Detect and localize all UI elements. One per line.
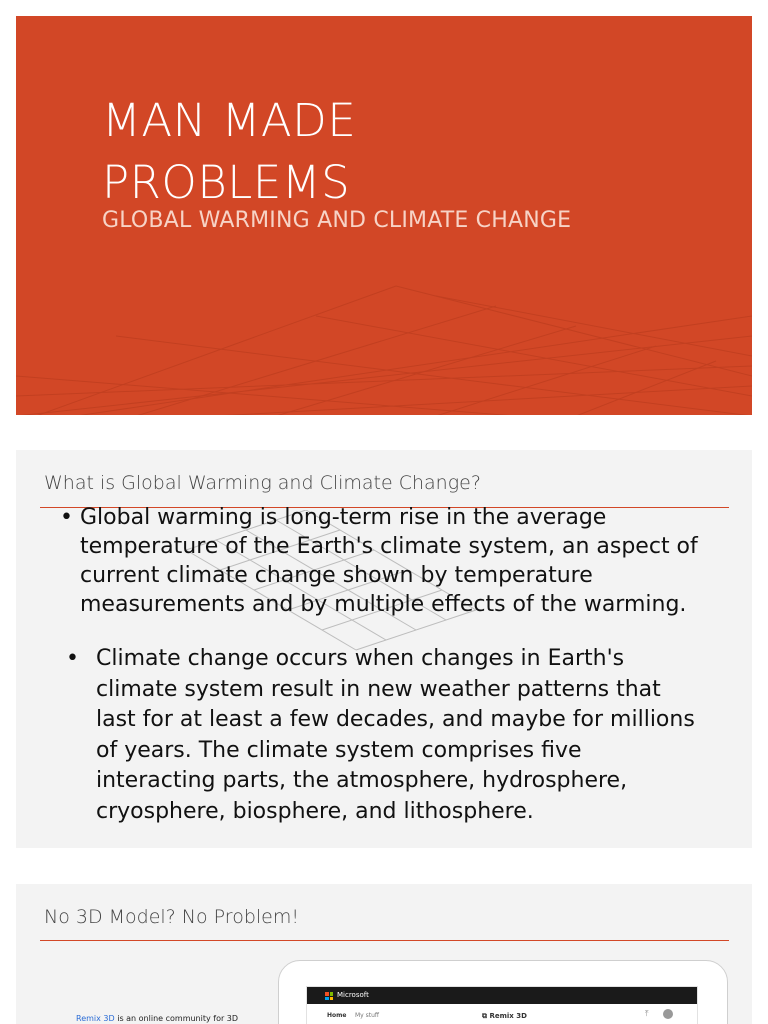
bullet-item	[60, 503, 720, 619]
upload-icon[interactable]: ⤒	[645, 1009, 649, 1018]
body-text	[76, 1014, 238, 1023]
bullet-item	[66, 644, 706, 827]
bullet-marker: •	[66, 646, 79, 671]
nav-my-stuff[interactable]: My stuff	[355, 1012, 380, 1019]
remix-logo-icon: ⧉	[482, 1012, 490, 1020]
site-title	[482, 1012, 527, 1021]
microsoft-bar	[307, 987, 697, 1004]
bullet-text: Climate change occurs when changes in Earth's climate system result in new weather patterns that last for at least a few decades, and maybe for millions of years. The climate system comprises five interacting parts, the atmosphere, hydrosphere, cryosphere, biosphere, and lithosphere.	[96, 646, 695, 824]
decorative-grid	[16, 276, 752, 415]
slide-heading: No 3D Model? No Problem!	[44, 906, 299, 928]
nav-home[interactable]: Home	[327, 1012, 347, 1019]
title-line-2: PROBLEMS	[102, 156, 351, 209]
tablet-frame	[278, 960, 728, 1024]
microsoft-logo-icon	[325, 992, 333, 1000]
title-line-1: MAN MADE	[102, 94, 357, 147]
content-slide	[16, 450, 752, 848]
slide-title	[102, 90, 356, 214]
slide-subtitle: GLOBAL WARMING AND CLIMATE CHANGE	[102, 208, 572, 233]
avatar-icon[interactable]	[663, 1009, 673, 1019]
body-text-rest: is an online community for 3D	[114, 1014, 239, 1023]
heading-divider	[40, 940, 729, 941]
content-slide	[16, 884, 752, 1024]
remix-link[interactable]: Remix 3D	[76, 1014, 115, 1023]
slide-heading: What is Global Warming and Climate Change?	[44, 472, 481, 494]
bullet-text: Global warming is long-term rise in the average temperature of the Earth's climate system, an aspect of current climate change shown by temperature measurements and by multiple effects of the warming.	[80, 505, 698, 617]
site-title-text: Remix 3D	[489, 1012, 527, 1020]
website-screenshot	[306, 986, 698, 1024]
microsoft-brand: Microsoft	[337, 991, 369, 999]
bullet-marker: •	[60, 505, 73, 530]
title-slide	[16, 16, 752, 415]
